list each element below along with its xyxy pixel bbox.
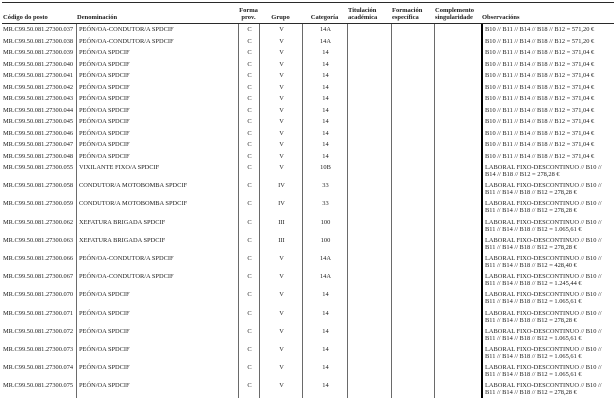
cell-codigo: MR.C99.50.081.27300.066 xyxy=(3,254,74,262)
cell-forma: C xyxy=(238,105,259,117)
cell-denominacion: PEÓN/OA SPDCIF xyxy=(76,362,238,380)
cell-formacion xyxy=(391,116,434,128)
cell-formacion xyxy=(391,93,434,105)
cell-codigo: MR.C99.50.081.27300.038 xyxy=(3,37,74,45)
cell-titulacion xyxy=(347,36,391,48)
rpt-table xyxy=(2,2,614,398)
cell-complemento xyxy=(434,180,481,198)
cell-observacions: B10 // B11 // B14 // B18 // B12 = 371,04 € xyxy=(481,93,612,105)
cell-categoria: 14 xyxy=(302,289,347,307)
cell-complemento xyxy=(434,36,481,48)
cell-categoria: 33 xyxy=(302,198,347,216)
cell-denominacion: PEÓN/OA SPDCIF xyxy=(76,105,238,117)
cell-categoria: 14A xyxy=(302,24,347,36)
cell-forma: C xyxy=(238,82,259,94)
table-row xyxy=(2,128,614,140)
cell-observacions: LABORAL FIXO-DESCONTINUO // B10 // B11 // B14 // B18 // B12 = 278,28 € xyxy=(481,380,612,398)
cell-categoria: 14 xyxy=(302,128,347,140)
cell-observacions: LABORAL FIXO-DESCONTINUO // B10 // B11 // B14 // B18 // B12 = 278,28 € xyxy=(481,235,612,253)
cell-categoria: 14 xyxy=(302,59,347,71)
cell-formacion xyxy=(391,36,434,48)
cell-categoria: 100 xyxy=(302,235,347,253)
cell-codigo: MR.C99.50.081.27300.058 xyxy=(3,182,74,190)
cell-formacion xyxy=(391,235,434,253)
table-row xyxy=(2,116,614,128)
cell-observacions: LABORAL FIXO-DESCONTINUO // B10 // B14 // B18 // B12 = 278,28 € xyxy=(481,162,612,180)
cell-complemento xyxy=(434,198,481,216)
header-categoria: Categoría xyxy=(310,14,339,21)
cell-forma: C xyxy=(238,289,259,307)
cell-titulacion xyxy=(347,308,391,326)
cell-denominacion: PEÓN/OA SPDCIF xyxy=(76,326,238,344)
cell-formacion xyxy=(391,308,434,326)
table-row xyxy=(2,47,614,59)
cell-forma: C xyxy=(238,70,259,82)
cell-titulacion xyxy=(347,253,391,271)
table-row xyxy=(2,271,614,289)
cell-denominacion: PEÓN/OA-CONDUTOR/A SPDCIF xyxy=(76,253,238,271)
cell-formacion xyxy=(391,59,434,71)
cell-denominacion: VIXILANTE FIXO/A SPDCIF xyxy=(76,162,238,180)
cell-forma: C xyxy=(238,36,259,48)
cell-complemento xyxy=(434,253,481,271)
cell-categoria: 14 xyxy=(302,47,347,59)
cell-codigo: MR.C99.50.081.27300.041 xyxy=(3,72,74,79)
table-row xyxy=(2,289,614,307)
cell-denominacion: PEÓN/OA SPDCIF xyxy=(76,70,238,82)
cell-denominacion: CONDUTOR/A MOTOBOMBA SPDCIF xyxy=(76,198,238,216)
table-row xyxy=(2,180,614,198)
cell-formacion xyxy=(391,180,434,198)
cell-complemento xyxy=(434,308,481,326)
cell-observacions: B10 // B11 // B14 // B18 // B12 = 371,04 € xyxy=(481,47,612,59)
cell-formacion xyxy=(391,82,434,94)
cell-categoria: 14 xyxy=(302,70,347,82)
cell-grupo: IV xyxy=(259,180,302,198)
cell-formacion xyxy=(391,70,434,82)
cell-grupo: V xyxy=(259,116,302,128)
table-row xyxy=(2,326,614,344)
cell-grupo: V xyxy=(259,253,302,271)
cell-complemento xyxy=(434,82,481,94)
cell-titulacion xyxy=(347,105,391,117)
cell-forma: C xyxy=(238,180,259,198)
cell-titulacion xyxy=(347,198,391,216)
cell-titulacion xyxy=(347,180,391,198)
cell-grupo: III xyxy=(259,235,302,253)
cell-categoria: 33 xyxy=(302,180,347,198)
table-row xyxy=(2,235,614,253)
cell-formacion xyxy=(391,326,434,344)
cell-observacions: LABORAL FIXO-DESCONTINUO // B10 // B11 // B14 // B18 // B12 = 278,28 € xyxy=(481,180,612,198)
cell-forma: C xyxy=(238,116,259,128)
cell-observacions: LABORAL FIXO-DESCONTINUO // B10 // B11 // B14 // B18 // B12 = 1.065,61 € xyxy=(481,362,612,380)
cell-denominacion: PEÓN/OA SPDCIF xyxy=(76,47,238,59)
table-header-row xyxy=(2,2,614,24)
cell-categoria: 14 xyxy=(302,82,347,94)
cell-codigo: MR.C99.50.081.27300.042 xyxy=(3,83,74,91)
table-row xyxy=(2,59,614,71)
cell-complemento xyxy=(434,59,481,71)
cell-codigo: MR.C99.50.081.27300.070 xyxy=(3,291,74,299)
cell-observacions: LABORAL FIXO-DESCONTINUO // B10 // B11 // B14 // B18 // B12 = 1.065,61 € xyxy=(481,344,612,362)
cell-titulacion xyxy=(347,93,391,105)
cell-grupo: V xyxy=(259,308,302,326)
cell-categoria: 10B xyxy=(302,162,347,180)
cell-complemento xyxy=(434,344,481,362)
cell-complemento xyxy=(434,362,481,380)
table-row xyxy=(2,362,614,380)
table-row xyxy=(2,105,614,117)
cell-denominacion: PEÓN/OA-CONDUTOR/A SPDCIF xyxy=(76,24,238,36)
cell-denominacion: PEÓN/OA-CONDUTOR/A SPDCIF xyxy=(76,36,238,48)
cell-grupo: V xyxy=(259,151,302,163)
cell-denominacion: XEFATURA BRIGADA SPDCIF xyxy=(76,217,238,235)
cell-complemento xyxy=(434,93,481,105)
cell-complemento xyxy=(434,326,481,344)
cell-titulacion xyxy=(347,235,391,253)
cell-titulacion xyxy=(347,151,391,163)
cell-denominacion: PEÓN/OA SPDCIF xyxy=(76,116,238,128)
cell-titulacion xyxy=(347,116,391,128)
cell-formacion xyxy=(391,380,434,398)
table-body xyxy=(2,24,614,398)
cell-forma: C xyxy=(238,151,259,163)
cell-titulacion xyxy=(347,70,391,82)
cell-grupo: IV xyxy=(259,198,302,216)
cell-codigo: MR.C99.50.081.27300.044 xyxy=(3,106,74,114)
header-titulacion: Titulación académica xyxy=(348,7,378,21)
table-row xyxy=(2,162,614,180)
cell-codigo: MR.C99.50.081.27300.047 xyxy=(3,141,74,148)
cell-formacion xyxy=(391,128,434,140)
cell-titulacion xyxy=(347,24,391,36)
cell-denominacion: PEÓN/OA SPDCIF xyxy=(76,59,238,71)
cell-titulacion xyxy=(347,289,391,307)
cell-forma: C xyxy=(238,128,259,140)
cell-complemento xyxy=(434,47,481,59)
cell-denominacion: PEÓN/OA SPDCIF xyxy=(76,289,238,307)
cell-forma: C xyxy=(238,253,259,271)
cell-codigo: MR.C99.50.081.27300.074 xyxy=(3,364,74,372)
cell-titulacion xyxy=(347,82,391,94)
cell-formacion xyxy=(391,271,434,289)
cell-complemento xyxy=(434,235,481,253)
cell-grupo: V xyxy=(259,59,302,71)
header-denominacion: Denominación xyxy=(77,14,118,21)
cell-grupo: V xyxy=(259,128,302,140)
cell-codigo: MR.C99.50.081.27300.059 xyxy=(3,200,74,208)
cell-denominacion: PEÓN/OA SPDCIF xyxy=(76,82,238,94)
cell-complemento xyxy=(434,105,481,117)
cell-forma: C xyxy=(238,326,259,344)
cell-denominacion: PEÓN/OA-CONDUTOR/A SPDCIF xyxy=(76,271,238,289)
cell-forma: C xyxy=(238,139,259,151)
cell-complemento xyxy=(434,380,481,398)
cell-complemento xyxy=(434,116,481,128)
cell-titulacion xyxy=(347,362,391,380)
cell-titulacion xyxy=(347,128,391,140)
table-row xyxy=(2,82,614,94)
cell-categoria: 14 xyxy=(302,362,347,380)
cell-forma: C xyxy=(238,380,259,398)
cell-observacions: B10 // B11 // B14 // B18 // B12 = 371,04 € xyxy=(481,139,612,151)
cell-complemento xyxy=(434,271,481,289)
cell-formacion xyxy=(391,253,434,271)
cell-formacion xyxy=(391,217,434,235)
cell-forma: C xyxy=(238,59,259,71)
cell-formacion xyxy=(391,105,434,117)
cell-formacion xyxy=(391,289,434,307)
cell-codigo: MR.C99.50.081.27300.048 xyxy=(3,152,74,160)
cell-grupo: V xyxy=(259,289,302,307)
cell-observacions: B10 // B11 // B14 // B18 // B12 = 371,04 € xyxy=(481,116,612,128)
cell-titulacion xyxy=(347,59,391,71)
cell-codigo: MR.C99.50.081.27300.040 xyxy=(3,60,74,68)
cell-denominacion: PEÓN/OA SPDCIF xyxy=(76,308,238,326)
cell-complemento xyxy=(434,289,481,307)
cell-grupo: V xyxy=(259,380,302,398)
cell-titulacion xyxy=(347,271,391,289)
cell-denominacion: CONDUTOR/A MOTOBOMBA SPDCIF xyxy=(76,180,238,198)
cell-complemento xyxy=(434,128,481,140)
cell-categoria: 14 xyxy=(302,116,347,128)
cell-codigo: MR.C99.50.081.27300.046 xyxy=(3,129,74,137)
cell-grupo: V xyxy=(259,326,302,344)
cell-observacions: B10 // B11 // B14 // B18 // B12 = 371,04 € xyxy=(481,105,612,117)
header-observacions: Observacións xyxy=(482,14,520,21)
cell-codigo: MR.C99.50.081.27300.073 xyxy=(3,345,74,353)
cell-observacions: B10 // B11 // B14 // B18 // B12 = 371,04 € xyxy=(481,151,612,163)
cell-codigo: MR.C99.50.081.27300.067 xyxy=(3,273,74,281)
table-row xyxy=(2,139,614,151)
cell-titulacion xyxy=(347,47,391,59)
cell-observacions: LABORAL FIXO-DESCONTINUO // B10 // B11 // B14 // B18 // B12 = 278,28 € xyxy=(481,308,612,326)
cell-titulacion xyxy=(347,380,391,398)
cell-grupo: V xyxy=(259,271,302,289)
cell-categoria: 14 xyxy=(302,151,347,163)
cell-denominacion: PEÓN/OA SPDCIF xyxy=(76,151,238,163)
cell-denominacion: PEÓN/OA SPDCIF xyxy=(76,128,238,140)
cell-denominacion: XEFATURA BRIGADA SPDCIF xyxy=(76,235,238,253)
cell-grupo: V xyxy=(259,70,302,82)
cell-forma: C xyxy=(238,362,259,380)
cell-grupo: V xyxy=(259,344,302,362)
cell-grupo: V xyxy=(259,82,302,94)
table-row xyxy=(2,36,614,48)
cell-denominacion: PEÓN/OA SPDCIF xyxy=(76,139,238,151)
cell-grupo: V xyxy=(259,24,302,36)
cell-forma: C xyxy=(238,47,259,59)
cell-categoria: 14 xyxy=(302,93,347,105)
cell-complemento xyxy=(434,139,481,151)
cell-titulacion xyxy=(347,326,391,344)
cell-grupo: V xyxy=(259,36,302,48)
cell-observacions: B10 // B11 // B14 // B18 // B12 = 571,20 € xyxy=(481,24,612,36)
cell-codigo: MR.C99.50.081.27300.039 xyxy=(3,49,74,56)
cell-forma: C xyxy=(238,93,259,105)
cell-formacion xyxy=(391,24,434,36)
cell-grupo: V xyxy=(259,105,302,117)
cell-observacions: B10 // B11 // B14 // B18 // B12 = 371,04 € xyxy=(481,59,612,71)
table-row xyxy=(2,198,614,216)
cell-forma: C xyxy=(238,217,259,235)
cell-observacions: B10 // B11 // B14 // B18 // B12 = 371,04 € xyxy=(481,82,612,94)
cell-forma: C xyxy=(238,198,259,216)
header-complemento: Complemento singularidade xyxy=(435,7,474,21)
cell-categoria: 14 xyxy=(302,139,347,151)
cell-codigo: MR.C99.50.081.27300.072 xyxy=(3,327,74,335)
cell-observacions: LABORAL FIXO-DESCONTINUO // B10 // B11 // B14 // B18 // B12 = 278,28 € xyxy=(481,198,612,216)
cell-categoria: 14A xyxy=(302,271,347,289)
cell-grupo: V xyxy=(259,93,302,105)
cell-grupo: V xyxy=(259,139,302,151)
cell-observacions: LABORAL FIXO-DESCONTINUO // B10 // B11 // B14 // B18 // B12 = 1.065,61 € xyxy=(481,217,612,235)
cell-categoria: 14 xyxy=(302,380,347,398)
cell-observacions: B10 // B11 // B14 // B18 // B12 = 571,20 € xyxy=(481,36,612,48)
table-row xyxy=(2,70,614,82)
cell-categoria: 14 xyxy=(302,308,347,326)
cell-observacions: B10 // B11 // B14 // B18 // B12 = 371,04 € xyxy=(481,70,612,82)
cell-complemento xyxy=(434,24,481,36)
cell-complemento xyxy=(434,162,481,180)
cell-formacion xyxy=(391,47,434,59)
cell-observacions: LABORAL FIXO-DESCONTINUO // B10 // B11 // B14 // B18 // B12 = 428,40 € xyxy=(481,253,612,271)
cell-codigo: MR.C99.50.081.27300.071 xyxy=(3,309,74,317)
cell-observacions: LABORAL FIXO-DESCONTINUO // B10 // B11 // B14 // B18 // B12 = 1.245,44 € xyxy=(481,271,612,289)
cell-formacion xyxy=(391,344,434,362)
table-row xyxy=(2,93,614,105)
cell-codigo: MR.C99.50.081.27300.045 xyxy=(3,118,74,125)
cell-denominacion: PEÓN/OA SPDCIF xyxy=(76,93,238,105)
cell-observacions: LABORAL FIXO-DESCONTINUO // B10 // B11 // B14 // B18 // B12 = 1.065,61 € xyxy=(481,326,612,344)
table-row xyxy=(2,253,614,271)
cell-complemento xyxy=(434,217,481,235)
cell-formacion xyxy=(391,139,434,151)
cell-complemento xyxy=(434,70,481,82)
table-row xyxy=(2,217,614,235)
cell-titulacion xyxy=(347,217,391,235)
table-row xyxy=(2,151,614,163)
cell-categoria: 100 xyxy=(302,217,347,235)
table-row xyxy=(2,24,614,36)
table-row xyxy=(2,308,614,326)
cell-categoria: 14A xyxy=(302,253,347,271)
cell-titulacion xyxy=(347,344,391,362)
table-row xyxy=(2,344,614,362)
cell-denominacion: PEÓN/OA SPDCIF xyxy=(76,380,238,398)
cell-codigo: MR.C99.50.081.27300.075 xyxy=(3,382,74,390)
cell-titulacion xyxy=(347,139,391,151)
cell-observacions: B10 // B11 // B14 // B18 // B12 = 371,04 € xyxy=(481,128,612,140)
cell-formacion xyxy=(391,198,434,216)
cell-forma: C xyxy=(238,344,259,362)
cell-complemento xyxy=(434,151,481,163)
header-grupo: Grupo xyxy=(271,14,290,21)
cell-categoria: 14 xyxy=(302,326,347,344)
cell-categoria: 14 xyxy=(302,105,347,117)
cell-codigo: MR.C99.50.081.27300.062 xyxy=(3,218,74,226)
cell-categoria: 14 xyxy=(302,344,347,362)
cell-forma: C xyxy=(238,271,259,289)
cell-codigo: MR.C99.50.081.27300.043 xyxy=(3,95,74,102)
cell-forma: C xyxy=(238,235,259,253)
cell-codigo: MR.C99.50.081.27300.063 xyxy=(3,236,74,244)
cell-forma: C xyxy=(238,308,259,326)
cell-codigo: MR.C99.50.081.27300.037 xyxy=(3,26,74,33)
cell-formacion xyxy=(391,362,434,380)
cell-grupo: V xyxy=(259,162,302,180)
cell-formacion xyxy=(391,151,434,163)
cell-denominacion: PEÓN/OA SPDCIF xyxy=(76,344,238,362)
table-row xyxy=(2,380,614,398)
header-forma-prov: Forma prov. xyxy=(239,7,258,21)
cell-codigo: MR.C99.50.081.27300.055 xyxy=(3,164,74,171)
header-codigo: Código do posto xyxy=(3,14,48,21)
cell-categoria: 14A xyxy=(302,36,347,48)
header-formacion: Formación específica xyxy=(392,7,423,21)
cell-observacions: LABORAL FIXO-DESCONTINUO // B10 // B11 // B14 // B18 // B12 = 1.065,61 € xyxy=(481,289,612,307)
cell-forma: C xyxy=(238,162,259,180)
cell-titulacion xyxy=(347,162,391,180)
cell-grupo: V xyxy=(259,362,302,380)
cell-grupo: V xyxy=(259,47,302,59)
cell-grupo: III xyxy=(259,217,302,235)
cell-forma: C xyxy=(238,24,259,36)
cell-formacion xyxy=(391,162,434,180)
